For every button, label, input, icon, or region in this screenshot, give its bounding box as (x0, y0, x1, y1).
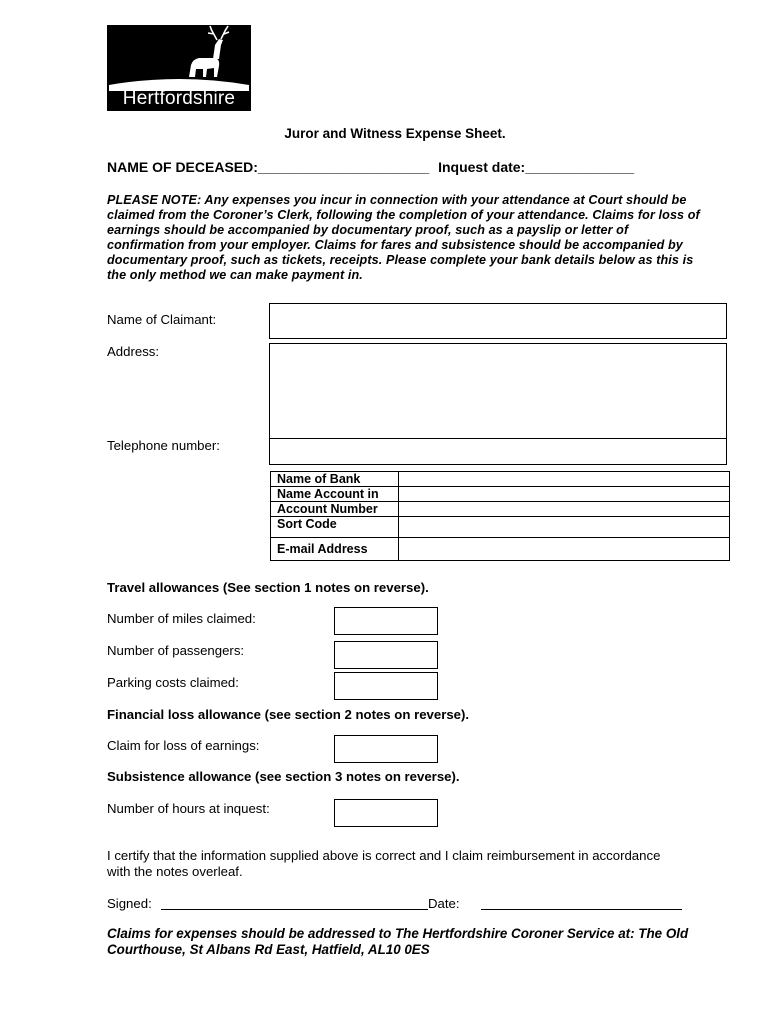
account-number-field[interactable] (399, 502, 730, 517)
address-label: Address: (107, 344, 160, 359)
footer-address: Claims for expenses should be addressed to The Hertfordshire Coroner Service at: The Old Courthouse, St Albans Rd East, Hatfield, AL10 0ES (107, 926, 689, 957)
travel-heading: Travel allowances (See section 1 notes on reverse). (107, 580, 429, 595)
account-number-label: Account Number (271, 502, 399, 517)
claimant-name-label: Name of Claimant: (107, 312, 217, 327)
deceased-label: NAME OF DECEASED:______________________ (107, 159, 430, 175)
financial-heading: Financial loss allowance (see section 2 notes on reverse). (107, 707, 470, 722)
parking-label: Parking costs claimed: (107, 675, 239, 690)
passengers-label: Number of passengers: (107, 643, 245, 658)
hours-field[interactable] (334, 799, 438, 827)
date-label: Date: (428, 896, 460, 911)
telephone-label: Telephone number: (107, 438, 220, 453)
parking-field[interactable] (334, 672, 438, 700)
miles-label: Number of miles claimed: (107, 611, 256, 626)
address-field[interactable] (269, 343, 727, 439)
signature-line[interactable] (161, 909, 428, 910)
bank-name-field[interactable] (399, 472, 730, 487)
logo-text: Hertfordshire (122, 88, 236, 109)
account-name-field[interactable] (399, 487, 730, 502)
signed-label: Signed: (107, 896, 152, 911)
certification-text: I certify that the information supplied above is correct and I claim reimbursement in accordance with the notes overleaf. (107, 848, 661, 879)
miles-field[interactable] (334, 607, 438, 635)
sort-code-label: Sort Code (271, 517, 399, 538)
telephone-field[interactable] (269, 438, 727, 465)
sort-code-field[interactable] (399, 517, 730, 538)
table-row (271, 472, 730, 487)
claimant-name-field[interactable] (269, 303, 727, 339)
table-row (271, 487, 730, 502)
bank-details-table (270, 471, 730, 561)
subsistence-heading: Subsistence allowance (see section 3 notes on reverse). (107, 769, 460, 784)
passengers-field[interactable] (334, 641, 438, 669)
earnings-field[interactable] (334, 735, 438, 763)
inquest-date-label: Inquest date:______________ (438, 159, 635, 175)
email-label: E-mail Address (271, 538, 399, 561)
earnings-label: Claim for loss of earnings: (107, 738, 260, 753)
bank-name-label: Name of Bank (271, 472, 399, 487)
table-row (271, 538, 730, 561)
hertfordshire-logo (107, 25, 251, 111)
table-row (271, 517, 730, 538)
account-name-label: Name Account in (271, 487, 399, 502)
please-note: PLEASE NOTE: Any expenses you incur in connection with your attendance at Court should be claimed from the Coroner’s Clerk, following the completion of your attendance. Claims for loss of earnings should be accompanied by documentary proof, such as a payslip or letter of confirmation from your employer. Claims for fares and subsistence should be accompanied by documentary proof, such as tickets, receipts. Please complete your bank details below as this is the only method we can make payment in. (107, 193, 700, 282)
email-field[interactable] (399, 538, 730, 561)
date-line[interactable] (481, 909, 682, 910)
hours-label: Number of hours at inquest: (107, 801, 270, 816)
table-row (271, 502, 730, 517)
deceased-row (107, 159, 634, 175)
page-title: Juror and Witness Expense Sheet. (284, 126, 506, 141)
